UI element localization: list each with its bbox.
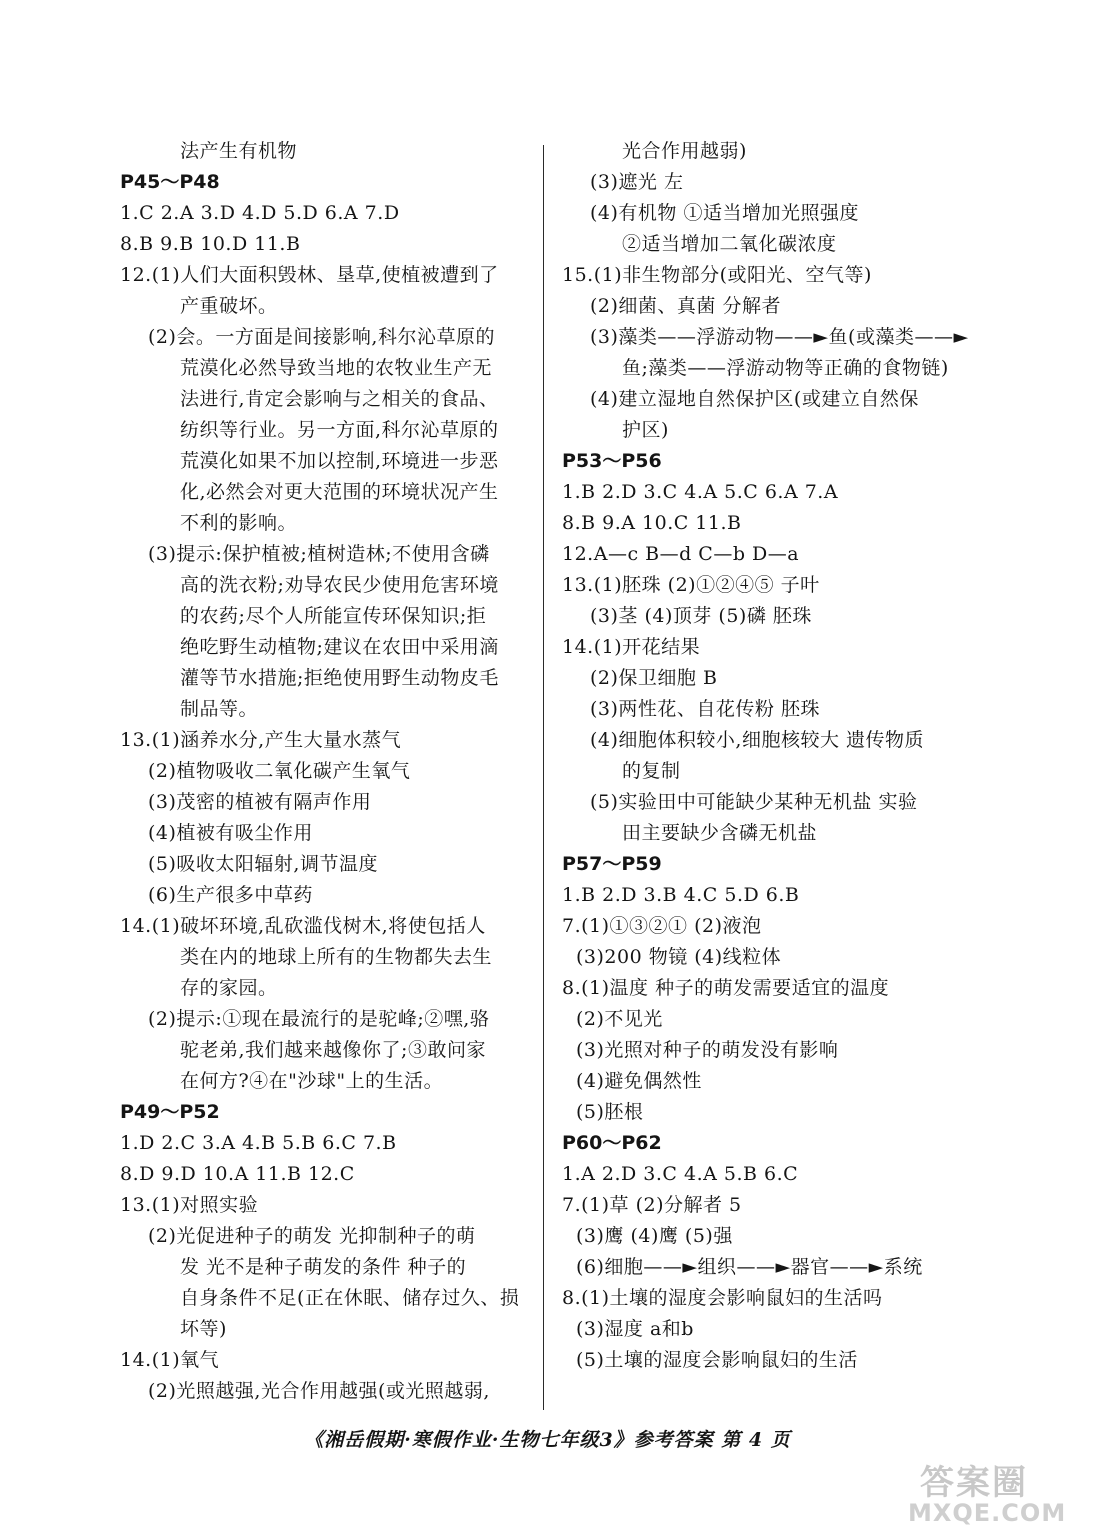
answer-line: 13.(1)对照实验 <box>120 1194 259 1216</box>
answer-line: 12.(1)人们大面积毁林、垦草,使植被遭到了 <box>120 264 499 286</box>
answer-line: (4)有机物 ①适当增加光照强度 <box>590 202 859 224</box>
answer-line: 8.D 9.D 10.A 11.B 12.C <box>120 1163 355 1185</box>
answer-line: (4)建立湿地自然保护区(或建立自然保 <box>590 388 919 410</box>
answer-line: 灌等节水措施;拒绝使用野生动物皮毛 <box>180 667 499 689</box>
answer-line: (4)细胞体积较小,细胞核较大 遗传物质 <box>590 729 924 751</box>
answer-line: 13.(1)涵养水分,产生大量水蒸气 <box>120 729 402 751</box>
answer-line: 荒漠化如果不加以控制,环境进一步恶 <box>180 450 499 472</box>
answer-line: 存的家园。 <box>180 977 278 999</box>
answer-line: (2)光促进种子的萌发 光抑制种子的萌 <box>148 1225 476 1247</box>
answer-line: (3)两性花、自花传粉 胚珠 <box>590 698 820 720</box>
answer-line: (2)保卫细胞 B <box>590 667 718 689</box>
answer-line: (3)200 物镜 (4)线粒体 <box>576 946 782 968</box>
answer-line: (4)避免偶然性 <box>576 1070 702 1092</box>
watermark-url: MXQE.COM <box>908 1499 1067 1527</box>
answer-line: (3)湿度 a和b <box>576 1318 694 1340</box>
answer-line: 产重破坏。 <box>180 295 278 317</box>
answer-line: 7.(1)草 (2)分解者 5 <box>562 1194 742 1216</box>
answer-line: 驼老弟,我们越来越像你了;③敢问家 <box>180 1039 486 1061</box>
answer-line: 1.A 2.D 3.C 4.A 5.B 6.C <box>562 1163 799 1185</box>
answer-line: ②适当增加二氧化碳浓度 <box>622 233 837 255</box>
answer-line: 14.(1)开花结果 <box>562 636 701 658</box>
answer-line: 类在内的地球上所有的生物都失去生 <box>180 946 493 968</box>
answer-line: (5)土壤的湿度会影响鼠妇的生活 <box>576 1349 858 1371</box>
answer-line: (3)茂密的植被有隔声作用 <box>148 791 372 813</box>
answer-line: 化,必然会对更大范围的环境状况产生 <box>180 481 499 503</box>
column-divider <box>543 145 544 1410</box>
answer-line: (6)细胞——►组织——►器官——►系统 <box>576 1256 923 1278</box>
answer-line: 坏等) <box>180 1318 227 1340</box>
answer-line: (4)植被有吸尘作用 <box>148 822 313 844</box>
watermark-text: 答案圈 <box>920 1463 1028 1503</box>
answer-line: 13.(1)胚珠 (2)①②④⑤ 子叶 <box>562 574 820 596</box>
answer-line: (2)不见光 <box>576 1008 663 1030</box>
answer-line: (3)提示:保护植被;植树造林;不使用含磷 <box>148 543 490 565</box>
answer-line: 12.A—c B—d C—b D—a <box>562 543 800 565</box>
answer-line: 8.(1)温度 种子的萌发需要适宜的温度 <box>562 977 890 999</box>
answer-line: 不利的影响。 <box>180 512 298 534</box>
answer-line: 14.(1)破坏环境,乱砍滥伐树木,将使包括人 <box>120 915 486 937</box>
watermark-logo <box>900 1455 1080 1533</box>
answer-line: 绝吃野生动植物;建议在农田中采用滴 <box>180 636 499 658</box>
answer-line: 法进行,肯定会影响与之相关的食品、 <box>180 388 499 410</box>
answer-line: 1.D 2.C 3.A 4.B 5.B 6.C 7.B <box>120 1132 397 1154</box>
answer-line: (3)藻类——浮游动物——►鱼(或藻类——► <box>590 326 969 348</box>
answer-line: 发 光不是种子萌发的条件 种子的 <box>180 1256 467 1278</box>
answer-line: (6)生产很多中草药 <box>148 884 313 906</box>
answer-line: 14.(1)氧气 <box>120 1349 220 1371</box>
answer-line: 7.(1)①③②① (2)液泡 <box>562 915 762 937</box>
answer-line: 田主要缺少含磷无机盐 <box>622 822 818 844</box>
page-footer: 《湘岳假期·寒假作业·生物七年级3》参考答案 第 4 页 <box>304 1429 791 1451</box>
answer-line: (5)实验田中可能缺少某种无机盐 实验 <box>590 791 918 813</box>
answer-line: 护区) <box>622 419 669 441</box>
answer-line: (2)植物吸收二氧化碳产生氧气 <box>148 760 411 782</box>
answer-line: 在何方?④在"沙球"上的生活。 <box>180 1070 444 1092</box>
section-heading: P60～P62 <box>562 1132 662 1154</box>
answer-line: (3)光照对种子的萌发没有影响 <box>576 1039 839 1061</box>
answer-line: 荒漠化必然导致当地的农牧业生产无 <box>180 357 493 379</box>
answer-line: (2)光照越强,光合作用越强(或光照越弱, <box>148 1380 490 1402</box>
answer-line: (2)细菌、真菌 分解者 <box>590 295 781 317</box>
answer-line: 8.B 9.A 10.C 11.B <box>562 512 742 534</box>
answer-line: 纺织等行业。另一方面,科尔沁草原的 <box>180 419 499 441</box>
answer-line: (3)茎 (4)顶芽 (5)磷 胚珠 <box>590 605 812 627</box>
answer-line: 的复制 <box>622 760 681 782</box>
answer-line: (2)会。一方面是间接影响,科尔沁草原的 <box>148 326 495 348</box>
answer-line: 8.(1)土壤的湿度会影响鼠妇的生活吗 <box>562 1287 883 1309</box>
answer-line: 1.B 2.D 3.C 4.A 5.C 6.A 7.A <box>562 481 839 503</box>
answer-line: (3)遮光 左 <box>590 171 684 193</box>
answer-line: 自身条件不足(正在休眠、储存过久、损 <box>180 1287 520 1309</box>
answer-line: 8.B 9.B 10.D 11.B <box>120 233 301 255</box>
section-heading: P49～P52 <box>120 1101 220 1123</box>
answer-line: 1.C 2.A 3.D 4.D 5.D 6.A 7.D <box>120 202 400 224</box>
answer-line: 1.B 2.D 3.B 4.C 5.D 6.B <box>562 884 800 906</box>
answer-line: 光合作用越弱) <box>622 140 747 162</box>
answer-line: 15.(1)非生物部分(或阳光、空气等) <box>562 264 872 286</box>
section-heading: P57～P59 <box>562 853 662 875</box>
answer-line: 鱼;藻类——浮游动物等正确的食物链) <box>622 357 949 379</box>
answer-line: (2)提示:①现在最流行的是驼峰;②嘿,骆 <box>148 1008 490 1030</box>
answer-line: (5)胚根 <box>576 1101 644 1123</box>
answer-line: (5)吸收太阳辐射,调节温度 <box>148 853 378 875</box>
section-heading: P45～P48 <box>120 171 220 193</box>
answer-line: 法产生有机物 <box>180 140 298 162</box>
answer-line: (3)鹰 (4)鹰 (5)强 <box>576 1225 733 1247</box>
answer-line: 制品等。 <box>180 698 259 720</box>
answer-line: 的农药;尽个人所能宣传环保知识;拒 <box>180 605 487 627</box>
answer-line: 高的洗衣粉;劝导农民少使用危害环境 <box>180 574 499 596</box>
section-heading: P53～P56 <box>562 450 662 472</box>
